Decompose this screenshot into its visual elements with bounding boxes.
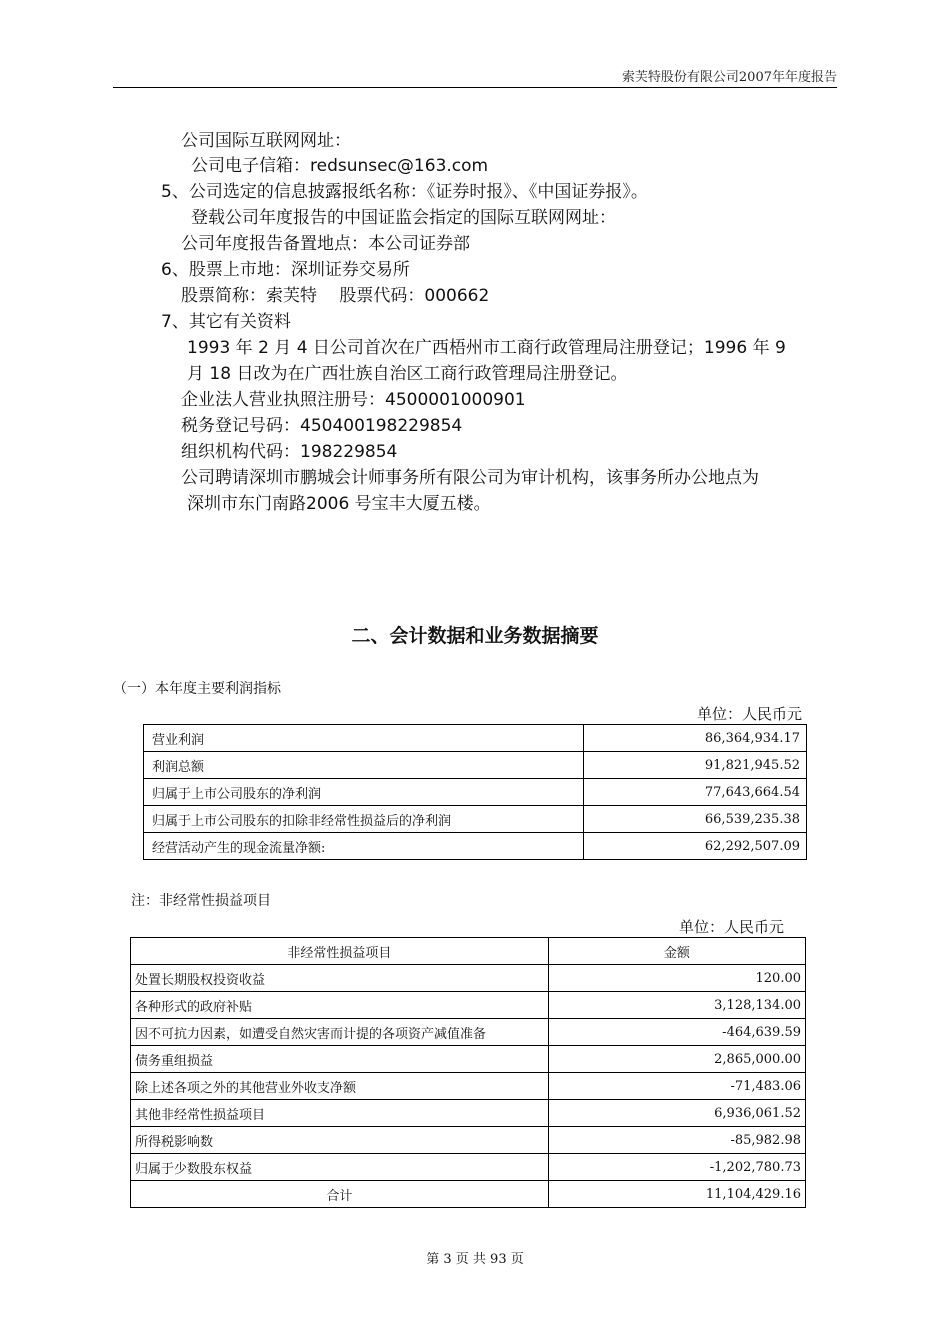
row-value: 3,128,134.00 (548, 992, 805, 1019)
profit-table-unit: 单位：人民币元 (697, 705, 803, 723)
nonrecurring-items-table (130, 937, 806, 1208)
row-value: -1,202,780.73 (548, 1154, 805, 1181)
row-label: 各种形式的政府补贴 (131, 992, 549, 1019)
table-row (131, 1100, 806, 1127)
column-header-item: 非经常性损益项目 (131, 938, 549, 965)
total-label: 合计 (131, 1181, 549, 1208)
info-line-website: 公司国际互联网网址： (181, 131, 351, 151)
table-row (144, 752, 807, 779)
row-value: -71,483.06 (548, 1073, 805, 1100)
profit-table-caption: （一）本年度主要利润指标 (113, 681, 281, 697)
info-line-email: 公司电子信箱：redsunsec@163.com (191, 156, 489, 176)
info-line-tax-number: 税务登记号码：450400198229854 (181, 416, 463, 436)
total-value: 11,104,429.16 (548, 1181, 805, 1208)
row-value: 91,821,945.52 (584, 752, 807, 779)
row-value: 86,364,934.17 (584, 725, 807, 752)
row-value: -464,639.59 (548, 1019, 805, 1046)
row-value: 77,643,664.54 (584, 779, 807, 806)
row-label: 所得税影响数 (131, 1127, 549, 1154)
section-title: 二、会计数据和业务数据摘要 (351, 625, 599, 647)
info-line-registration-1: 1993 年 2 月 4 日公司首次在广西梧州市工商行政管理局注册登记；1996 年 9 (187, 338, 786, 358)
row-label: 营业利润 (144, 725, 584, 752)
table-header-row (131, 938, 806, 965)
table-row (131, 1154, 806, 1181)
table-row (131, 965, 806, 992)
info-line-registration-2: 月 18 日改为在广西壮族自治区工商行政管理局注册登记。 (187, 364, 628, 384)
table-row (144, 833, 807, 860)
row-label: 其他非经常性损益项目 (131, 1100, 549, 1127)
row-label: 因不可抗力因素，如遭受自然灾害而计提的各项资产减值准备 (131, 1019, 549, 1046)
row-value: 62,292,507.09 (584, 833, 807, 860)
row-value: 6,936,061.52 (548, 1100, 805, 1127)
info-line-license-number: 企业法人营业执照注册号：4500001000901 (181, 390, 526, 410)
row-label: 债务重组损益 (131, 1046, 549, 1073)
info-line-auditor-2: 深圳市东门南路2006 号宝丰大厦五楼。 (187, 494, 491, 514)
row-value: 120.00 (548, 965, 805, 992)
column-header-amount: 金额 (548, 938, 805, 965)
row-label: 利润总额 (144, 752, 584, 779)
nonrecurring-table-caption: 注：非经常性损益项目 (131, 893, 271, 909)
nonrecurring-table-unit: 单位：人民币元 (679, 918, 785, 936)
row-value: 2,865,000.00 (548, 1046, 805, 1073)
header-divider (113, 87, 837, 88)
row-label: 归属于上市公司股东的扣除非经常性损益后的净利润 (144, 806, 584, 833)
table-row (144, 725, 807, 752)
table-row (144, 779, 807, 806)
row-value: 66,539,235.38 (584, 806, 807, 833)
info-line-auditor-1: 公司聘请深圳市鹏城会计师事务所有限公司为审计机构，该事务所办公地点为 (181, 468, 759, 488)
row-label: 处置长期股权投资收益 (131, 965, 549, 992)
info-line-other-info: 7、其它有关资料 (161, 312, 291, 332)
table-row (131, 1019, 806, 1046)
table-total-row (131, 1181, 806, 1208)
table-row (131, 1046, 806, 1073)
info-line-csrc-website: 登载公司年度报告的中国证监会指定的国际互联网网址： (191, 208, 616, 228)
info-line-org-code: 组织机构代码：198229854 (181, 442, 398, 462)
row-value: -85,982.98 (548, 1127, 805, 1154)
info-line-report-location: 公司年度报告备置地点：本公司证券部 (181, 234, 470, 254)
row-label: 除上述各项之外的其他营业外收支净额 (131, 1073, 549, 1100)
info-line-stock-code: 股票简称：索芙特 股票代码：000662 (181, 286, 490, 306)
row-label: 归属于少数股东权益 (131, 1154, 549, 1181)
info-line-listing-exchange: 6、股票上市地：深圳证券交易所 (161, 260, 410, 280)
table-row (131, 1127, 806, 1154)
page-number: 第 3 页 共 93 页 (426, 1252, 524, 1267)
row-label: 经营活动产生的现金流量净额: (144, 833, 584, 860)
report-header-title: 索芙特股份有限公司2007年年度报告 (621, 70, 837, 85)
info-line-newspapers: 5、公司选定的信息披露报纸名称：《证券时报》、《中国证券报》。 (161, 182, 648, 202)
table-row (131, 1073, 806, 1100)
table-row (131, 992, 806, 1019)
table-row (144, 806, 807, 833)
row-label: 归属于上市公司股东的净利润 (144, 779, 584, 806)
profit-indicators-table (143, 724, 807, 860)
